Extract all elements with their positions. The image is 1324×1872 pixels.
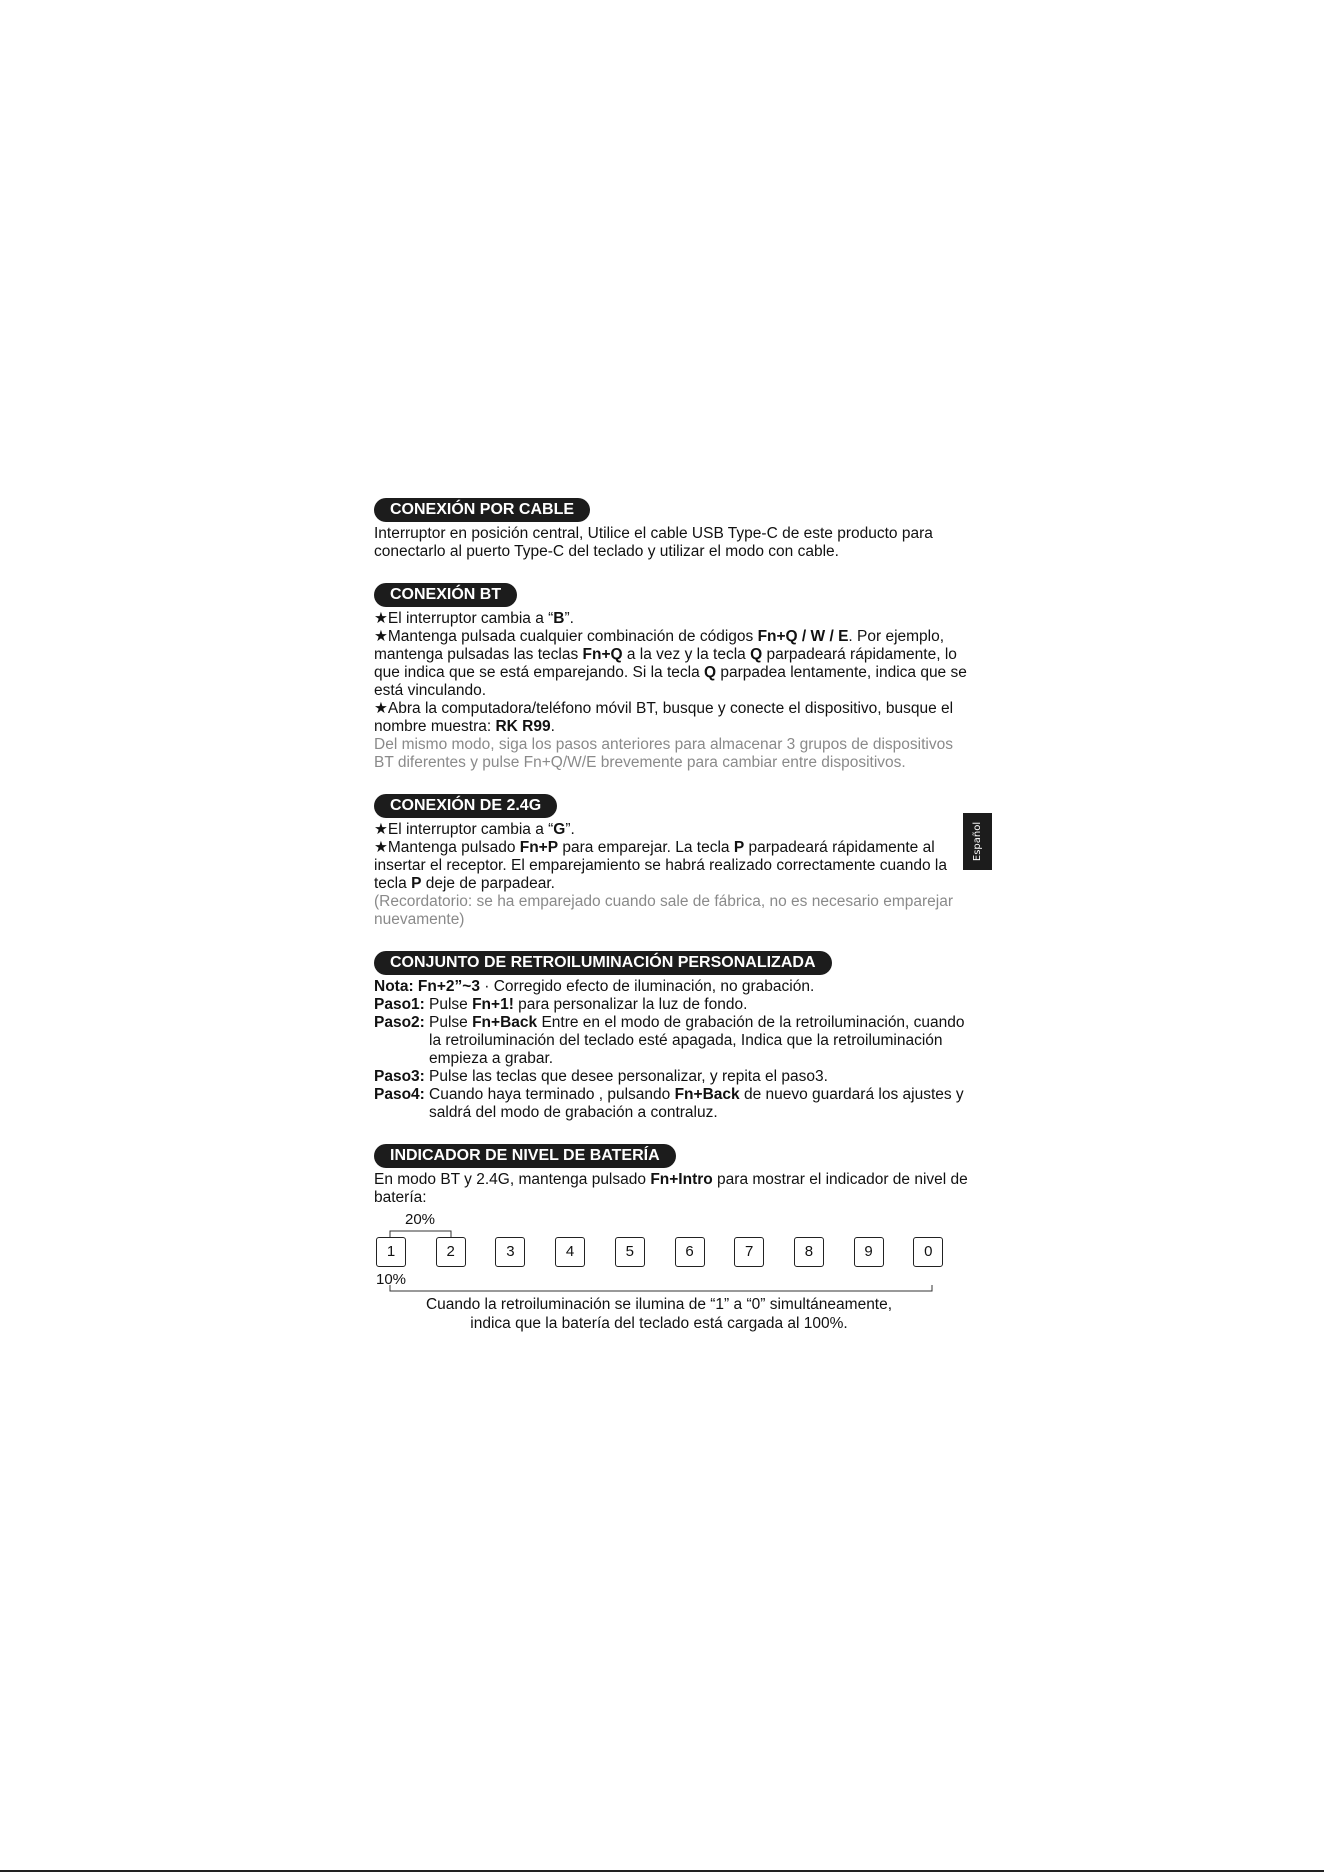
section-title-backlight: CONJUNTO DE RETROILUMINACIÓN PERSONALIZADA — [374, 951, 832, 975]
text: . Por ejemplo, mantenga pulsadas las teclas — [374, 628, 945, 663]
step-text — [429, 996, 974, 1014]
wired-body: Interruptor en posición central, Utilice el cable USB Type-C de este producto para conectarlo al puerto Type-C del teclado y utilizar el modo con cable. — [374, 525, 933, 560]
section-backlight — [374, 951, 974, 1122]
battery-key-7: 7 — [734, 1237, 764, 1267]
bold-text: Fn+Intro — [650, 1171, 713, 1188]
text: ”. — [565, 821, 575, 838]
step-text — [429, 1014, 974, 1068]
battery-key-2: 2 — [436, 1237, 466, 1267]
bold-text: RK R99 — [495, 718, 551, 735]
bt-line-3 — [374, 700, 974, 736]
bold-text: Nota: Fn+2”~3 — [374, 978, 480, 995]
step-text: Pulse las teclas que desee personalizar, y repita el paso3. — [429, 1068, 828, 1085]
bold-text: Fn+P — [519, 839, 559, 856]
section-2-4g — [374, 794, 974, 929]
battery-key-0: 0 — [913, 1237, 943, 1267]
text: Pulse — [429, 996, 473, 1013]
battery-footer — [374, 1295, 944, 1333]
label-10-percent: 10% — [376, 1271, 407, 1288]
battery-key-9: 9 — [854, 1237, 884, 1267]
text: parpadeará rápidamente al insertar el receptor. El emparejamiento se habrá realizado correctamente cuando la tecla — [374, 839, 947, 892]
text: ”. — [564, 610, 574, 627]
text: parpadeará rápidamente, lo que indica que se está emparejando. Si la tecla — [374, 646, 957, 681]
text: · Corregido efecto de iluminación, no grabación. — [484, 978, 815, 995]
footer-line-1: Cuando la retroiluminación se ilumina de “1” a “0” simultáneamente, — [425, 1296, 893, 1313]
text: para mostrar el indicador de nivel de batería: — [374, 1171, 968, 1206]
text: ★Abra la computadora/teléfono móvil BT, busque y conecte el dispositivo, busque el nombre muestra: — [374, 700, 954, 735]
bold-text: P — [411, 875, 422, 892]
battery-body — [374, 1171, 974, 1207]
bold-text: Q — [750, 646, 763, 663]
bold-text: Fn+Back — [472, 1014, 538, 1031]
section-title-wired: CONEXIÓN POR CABLE — [374, 498, 590, 522]
step-label: Paso3: — [374, 1068, 425, 1085]
text: de nuevo guardará los ajustes y saldrá del modo de grabación a contraluz. — [429, 1086, 964, 1121]
text: deje de parpadear. — [421, 875, 555, 892]
step-label: Paso1: — [374, 996, 425, 1013]
battery-key-8: 8 — [794, 1237, 824, 1267]
battery-key-1: 1 — [376, 1237, 406, 1267]
text: Entre en el modo de grabación de la retroiluminación, cuando la retroiluminación del teclado esté apagada, Indica que la retroiluminación empieza a grabar. — [429, 1014, 965, 1067]
battery-key-3: 3 — [495, 1237, 525, 1267]
text: En modo BT y 2.4G, mantenga pulsado — [374, 1171, 651, 1188]
section-bt — [374, 583, 974, 772]
label-20-percent: 20% — [405, 1211, 436, 1228]
bold-text: G — [553, 821, 566, 838]
backlight-note — [374, 978, 974, 996]
text: ★El interruptor cambia a “ — [374, 610, 554, 627]
section-battery — [374, 1144, 974, 1361]
text: a la vez y la tecla — [622, 646, 751, 663]
step-text — [429, 1086, 974, 1122]
bt-line-1 — [374, 610, 974, 628]
section-title-bt: CONEXIÓN BT — [374, 583, 517, 607]
g24-line-2 — [374, 839, 974, 893]
section-title-battery: INDICADOR DE NIVEL DE BATERÍA — [374, 1144, 676, 1168]
bt-line-2 — [374, 628, 974, 700]
bold-text: Q — [704, 664, 717, 681]
bold-text: Fn+Back — [674, 1086, 740, 1103]
section-wired — [374, 498, 974, 561]
bold-text: Fn+1! — [472, 996, 514, 1013]
text: ★El interruptor cambia a “ — [374, 821, 554, 838]
text: ★Mantenga pulsado — [374, 839, 520, 856]
footer-line-2: indica que la batería del teclado está cargada al 100%. — [470, 1315, 848, 1332]
language-tab-label: Español — [972, 821, 983, 862]
text: . — [550, 718, 555, 735]
battery-key-5: 5 — [615, 1237, 645, 1267]
text: ★Mantenga pulsada cualquier combinación de códigos — [374, 628, 758, 645]
g24-note: (Recordatorio: se ha emparejado cuando sale de fábrica, no es necesario emparejar nuevamente) — [374, 893, 954, 928]
bold-text: Fn+Q — [582, 646, 623, 663]
text: Cuando haya terminado , pulsando — [429, 1086, 675, 1103]
text: parpadea lentamente, indica que se está vinculando. — [374, 664, 967, 699]
section-title-2-4g: CONEXIÓN DE 2.4G — [374, 794, 557, 818]
step-label: Paso4: — [374, 1086, 425, 1103]
manual-page — [374, 498, 974, 1383]
battery-key-4: 4 — [555, 1237, 585, 1267]
bold-text: P — [733, 839, 745, 856]
text: Pulse — [429, 1014, 473, 1031]
text: para personalizar la luz de fondo. — [513, 996, 748, 1013]
language-tab — [963, 813, 992, 870]
g24-line-1 — [374, 821, 974, 839]
text: para emparejar. La tecla — [558, 839, 734, 856]
bt-note: Del mismo modo, siga los pasos anteriores para almacenar 3 grupos de dispositivos BT diferentes y pulse Fn+Q/W/E brevemente para cambiar entre dispositivos. — [374, 736, 953, 771]
step-label: Paso2: — [374, 1014, 425, 1031]
backlight-steps — [374, 996, 974, 1122]
bold-text: B — [553, 610, 565, 627]
battery-indicator-diagram — [374, 1211, 974, 1361]
bold-text: Fn+Q / W / E — [757, 628, 849, 645]
battery-key-6: 6 — [675, 1237, 705, 1267]
